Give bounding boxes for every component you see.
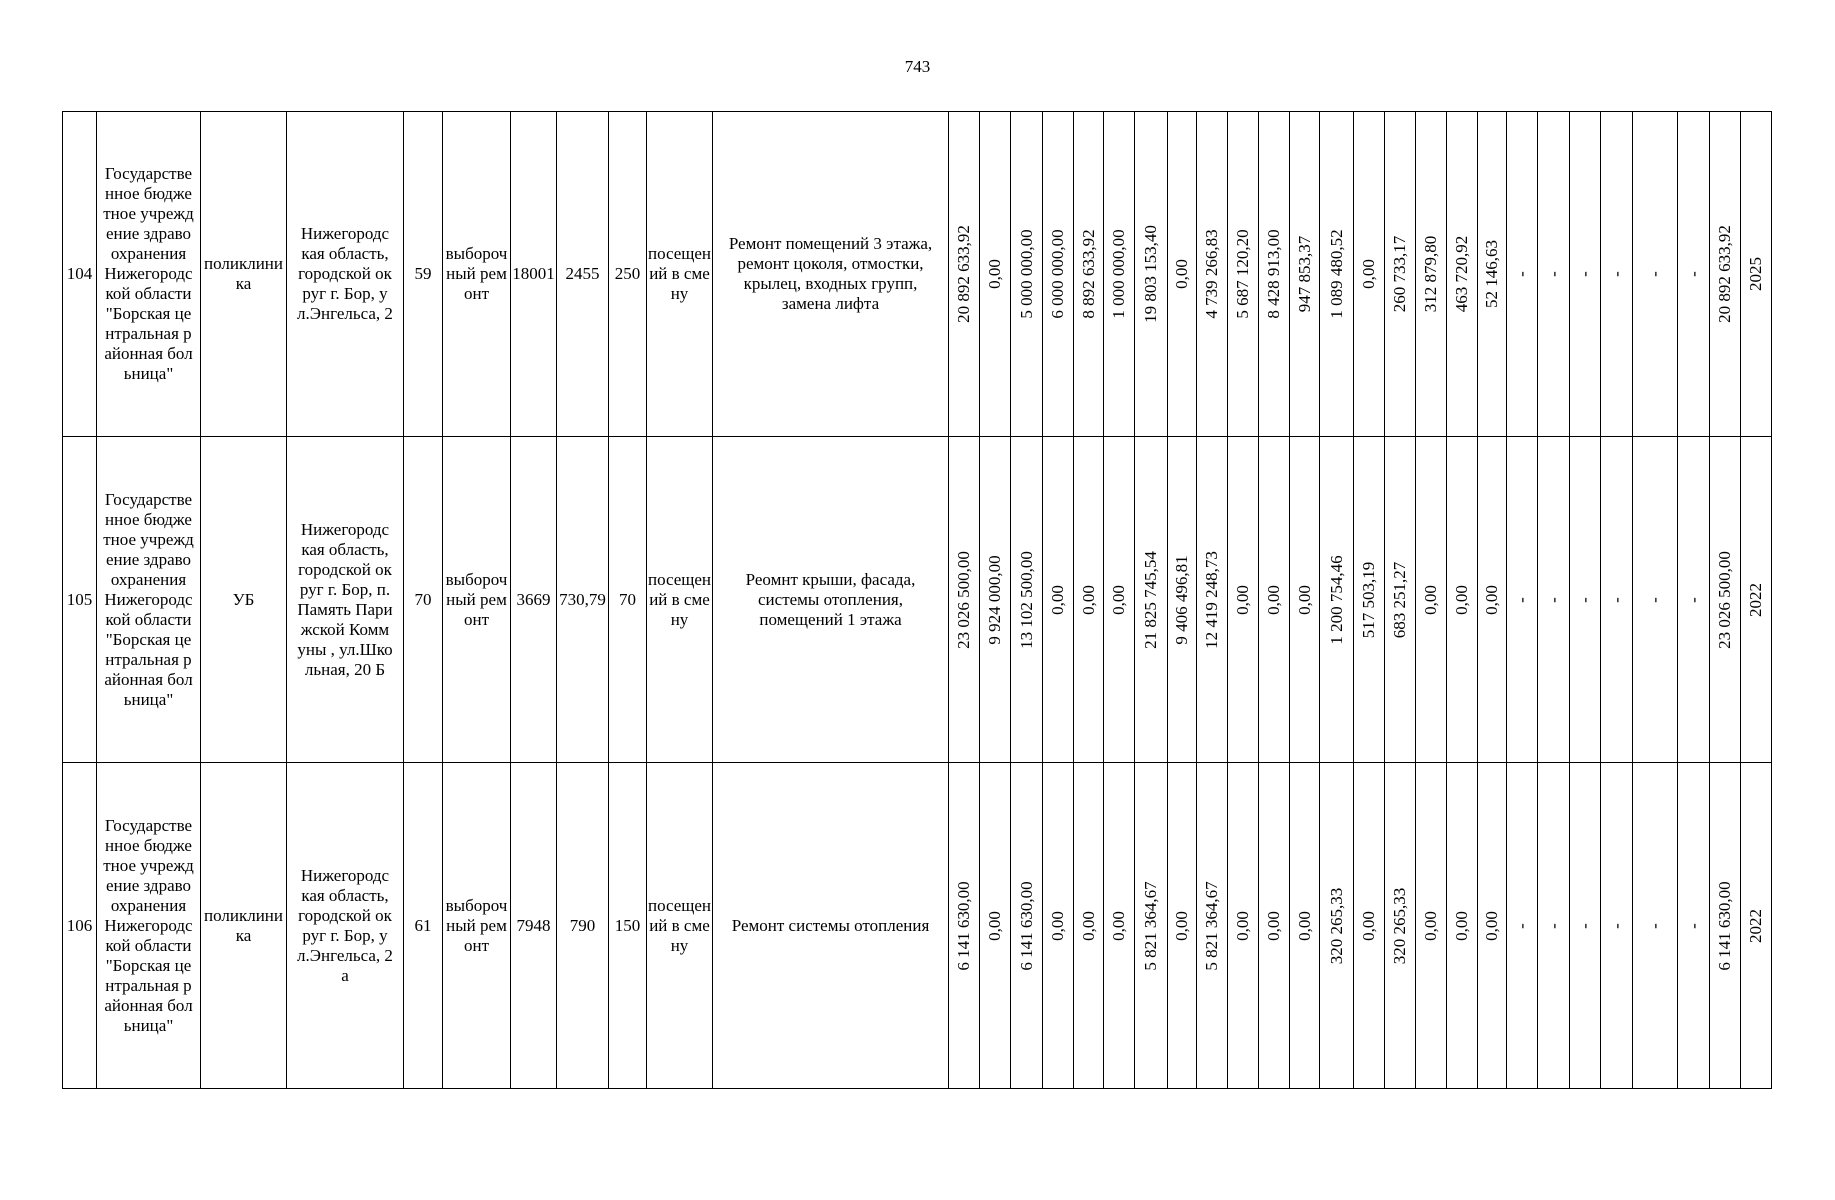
amount-cell bbox=[949, 763, 980, 1089]
amount-value: 0,00 bbox=[1359, 259, 1378, 289]
column-7-value: 730,79 bbox=[559, 589, 606, 609]
amount-cell bbox=[1168, 437, 1197, 763]
amount-value: 0,00 bbox=[1048, 910, 1067, 941]
amount-cell bbox=[1538, 437, 1570, 763]
amount-value: 6 141 630,00 bbox=[1016, 880, 1036, 971]
amount-value: 463 720,92 bbox=[1452, 235, 1471, 313]
amount-cell bbox=[1741, 112, 1772, 437]
amount-cell bbox=[1570, 112, 1601, 437]
facility-address-cell bbox=[287, 763, 404, 1089]
amount-cell bbox=[980, 763, 1011, 1089]
amount-cell bbox=[1416, 763, 1447, 1089]
amount-value: 0,00 bbox=[1109, 584, 1128, 615]
amount-value: - bbox=[1683, 922, 1703, 929]
amount-cell bbox=[1741, 763, 1772, 1089]
amount-cell bbox=[1011, 763, 1043, 1089]
completion-year: 2022 bbox=[1746, 908, 1765, 943]
amount-cell bbox=[1507, 763, 1538, 1089]
amount-value: 20 892 633,92 bbox=[1715, 225, 1734, 323]
amount-value: 947 853,37 bbox=[1294, 235, 1314, 313]
amount-cell bbox=[1228, 437, 1259, 763]
amount-cell bbox=[1385, 112, 1416, 437]
facility-type-cell bbox=[201, 112, 287, 437]
register-table bbox=[62, 111, 1772, 1089]
table-row bbox=[63, 437, 1772, 763]
work-type: выборочный ремонт bbox=[445, 569, 508, 629]
institution-name: Государственное бюджетное учреждение здравоохранения Нижегородской области "Борская центральная районная больница" bbox=[103, 489, 194, 709]
column-4-value-cell bbox=[404, 112, 443, 437]
amount-value: 52 146,63 bbox=[1482, 240, 1501, 308]
facility-address: Нижегородская область, городской округ г. Бор, ул.Энгельса, 2 а bbox=[297, 865, 393, 985]
column-6-value-cell bbox=[511, 112, 557, 437]
amount-cell bbox=[1197, 763, 1228, 1089]
completion-year: 2022 bbox=[1746, 582, 1765, 617]
amount-cell bbox=[1290, 437, 1320, 763]
amount-value: 5 821 364,67 bbox=[1202, 880, 1221, 971]
amount-value: 0,00 bbox=[1421, 584, 1440, 615]
amount-value: - bbox=[1645, 596, 1664, 603]
column-8-value: 70 bbox=[619, 589, 636, 609]
column-7-value-cell bbox=[557, 763, 609, 1089]
facility-type: УБ bbox=[232, 589, 255, 609]
amount-cell bbox=[1678, 763, 1710, 1089]
amount-value: 21 825 745,54 bbox=[1141, 550, 1160, 649]
facility-type-cell bbox=[201, 763, 287, 1089]
amount-value: 0,00 bbox=[1172, 910, 1191, 941]
amount-value: - bbox=[1645, 271, 1664, 277]
institution-name-cell bbox=[97, 437, 201, 763]
amount-cell bbox=[1290, 112, 1320, 437]
amount-cell bbox=[1478, 112, 1507, 437]
amount-value: 0,00 bbox=[1078, 584, 1098, 615]
amount-cell bbox=[1478, 763, 1507, 1089]
facility-address: Нижегородская область, городской округ г. Бор, п. Память Парижской Коммуны , ул.Школьная, 20 Б bbox=[297, 519, 393, 679]
work-type: выборочный ремонт bbox=[445, 244, 508, 303]
amount-value: - bbox=[1575, 271, 1594, 277]
amount-value: 8 428 913,00 bbox=[1264, 229, 1283, 319]
page-number: 743 bbox=[904, 57, 931, 76]
amount-value: 0,00 bbox=[1452, 584, 1471, 615]
row-number-cell bbox=[63, 112, 97, 437]
amount-cell bbox=[1074, 437, 1104, 763]
amount-value: 0,00 bbox=[1172, 259, 1191, 289]
amount-cell bbox=[1507, 112, 1538, 437]
amount-cell bbox=[1538, 112, 1570, 437]
amount-value: - bbox=[1575, 922, 1594, 929]
column-6-value: 3669 bbox=[516, 589, 551, 609]
amount-value: 19 803 153,40 bbox=[1141, 225, 1160, 323]
amount-value: 0,00 bbox=[1294, 910, 1314, 941]
amount-cell bbox=[1104, 763, 1135, 1089]
amount-cell bbox=[1385, 437, 1416, 763]
amount-cell bbox=[980, 437, 1011, 763]
amount-cell bbox=[1416, 112, 1447, 437]
amount-cell bbox=[1710, 112, 1741, 437]
amount-value: 6 000 000,00 bbox=[1048, 229, 1067, 319]
column-4-value: 70 bbox=[414, 589, 432, 609]
amount-value: 0,00 bbox=[985, 910, 1004, 941]
facility-type: поликлиника bbox=[204, 254, 283, 293]
amount-value: - bbox=[1645, 922, 1664, 929]
amount-cell bbox=[1741, 437, 1772, 763]
capacity-unit-cell bbox=[647, 112, 713, 437]
column-4-value-cell bbox=[404, 763, 443, 1089]
column-7-value: 2455 bbox=[565, 264, 600, 283]
amount-value: 683 251,27 bbox=[1390, 561, 1409, 638]
amount-value: 1 200 754,46 bbox=[1326, 554, 1346, 645]
amount-cell bbox=[1197, 112, 1228, 437]
work-type-cell bbox=[443, 437, 511, 763]
amount-value: 260 733,17 bbox=[1390, 235, 1409, 313]
amount-cell bbox=[1678, 112, 1710, 437]
amount-cell bbox=[1011, 112, 1043, 437]
row-number: 105 bbox=[66, 589, 93, 609]
column-7-value: 790 bbox=[569, 915, 596, 935]
institution-name-cell bbox=[97, 763, 201, 1089]
amount-value: 23 026 500,00 bbox=[954, 550, 973, 649]
amount-cell bbox=[1601, 437, 1633, 763]
column-7-value-cell bbox=[557, 437, 609, 763]
amount-cell bbox=[1320, 437, 1354, 763]
capacity-unit: посещений в смену bbox=[647, 569, 712, 629]
work-description: Ремонт помещений 3 этажа, ремонт цоколя, отмостки, крылец, входных групп, замена лифта bbox=[728, 234, 933, 313]
amount-cell bbox=[1447, 112, 1478, 437]
capacity-unit: посещений в смену bbox=[647, 895, 712, 955]
amount-value: 13 102 500,00 bbox=[1016, 550, 1036, 649]
amount-value: 8 892 633,92 bbox=[1078, 229, 1098, 319]
amount-cell bbox=[1135, 112, 1168, 437]
amount-cell bbox=[1104, 112, 1135, 437]
facility-address: Нижегородская область, городской округ г. Бор, ул.Энгельса, 2 bbox=[297, 224, 393, 323]
column-4-value-cell bbox=[404, 437, 443, 763]
column-8-value: 150 bbox=[614, 915, 641, 935]
amount-value: - bbox=[1575, 596, 1594, 603]
amount-cell bbox=[1570, 437, 1601, 763]
amount-value: - bbox=[1543, 596, 1563, 603]
amount-value: - bbox=[1512, 922, 1531, 929]
column-4-value: 61 bbox=[414, 915, 432, 935]
amount-cell bbox=[1228, 112, 1259, 437]
amount-value: 0,00 bbox=[1264, 910, 1283, 941]
amount-cell bbox=[1601, 763, 1633, 1089]
completion-year: 2025 bbox=[1746, 257, 1765, 291]
row-number-cell bbox=[63, 763, 97, 1089]
amount-cell bbox=[1043, 112, 1074, 437]
amount-value: - bbox=[1543, 922, 1563, 929]
facility-type-cell bbox=[201, 437, 287, 763]
amount-value: 0,00 bbox=[1233, 584, 1252, 615]
amount-cell bbox=[1416, 437, 1447, 763]
amount-value: 320 265,33 bbox=[1326, 887, 1346, 964]
amount-value: - bbox=[1606, 922, 1626, 929]
work-type: выборочный ремонт bbox=[445, 895, 508, 955]
amount-cell bbox=[1228, 763, 1259, 1089]
amount-value: 0,00 bbox=[1264, 584, 1283, 615]
amount-value: 320 265,33 bbox=[1390, 887, 1409, 964]
capacity-unit: посещений в смену bbox=[647, 244, 712, 303]
amount-value: - bbox=[1606, 596, 1626, 603]
work-description-cell bbox=[713, 112, 949, 437]
amount-cell bbox=[1710, 763, 1741, 1089]
amount-value: 0,00 bbox=[1233, 910, 1252, 941]
amount-value: 0,00 bbox=[1482, 910, 1501, 941]
amount-value: 0,00 bbox=[1048, 584, 1067, 615]
amount-value: - bbox=[1512, 271, 1531, 277]
amount-cell bbox=[1570, 763, 1601, 1089]
column-8-value-cell bbox=[609, 437, 647, 763]
amount-cell bbox=[1478, 437, 1507, 763]
amount-cell bbox=[1259, 112, 1290, 437]
amount-value: 0,00 bbox=[1452, 910, 1471, 941]
column-6-value: 7948 bbox=[516, 915, 551, 935]
amount-value: 0,00 bbox=[1109, 910, 1128, 941]
amount-value: 5 000 000,00 bbox=[1016, 229, 1036, 319]
amount-value: 6 141 630,00 bbox=[954, 880, 973, 971]
row-number: 104 bbox=[66, 264, 93, 283]
amount-value: 0,00 bbox=[1421, 910, 1440, 941]
amount-value: 9 924 000,00 bbox=[985, 554, 1004, 645]
column-8-value: 250 bbox=[614, 264, 641, 283]
column-6-value-cell bbox=[511, 763, 557, 1089]
amount-cell bbox=[1104, 437, 1135, 763]
work-description: Реомнт крыши, фасада, системы отопления, помещений 1 этажа bbox=[745, 569, 916, 629]
amount-value: - bbox=[1683, 596, 1703, 603]
work-description: Ремонт системы отопления bbox=[731, 915, 930, 935]
amount-value: 1 089 480,52 bbox=[1326, 229, 1346, 319]
amount-value: 517 503,19 bbox=[1359, 561, 1378, 638]
column-7-value-cell bbox=[557, 112, 609, 437]
amount-value: 0,00 bbox=[1078, 910, 1098, 941]
amount-value: 0,00 bbox=[1359, 910, 1378, 941]
row-number-cell bbox=[63, 437, 97, 763]
amount-value: 23 026 500,00 bbox=[1715, 550, 1734, 649]
amount-value: 1 000 000,00 bbox=[1109, 229, 1128, 319]
amount-cell bbox=[1168, 763, 1197, 1089]
amount-cell bbox=[1354, 763, 1385, 1089]
column-8-value-cell bbox=[609, 112, 647, 437]
capacity-unit-cell bbox=[647, 763, 713, 1089]
amount-value: - bbox=[1512, 596, 1531, 603]
amount-cell bbox=[1135, 763, 1168, 1089]
amount-cell bbox=[1633, 763, 1678, 1089]
amount-cell bbox=[949, 437, 980, 763]
amount-value: 9 406 496,81 bbox=[1172, 554, 1191, 645]
institution-name-cell bbox=[97, 112, 201, 437]
amount-value: - bbox=[1683, 271, 1703, 277]
amount-cell bbox=[980, 112, 1011, 437]
amount-cell bbox=[1538, 763, 1570, 1089]
column-8-value-cell bbox=[609, 763, 647, 1089]
amount-value: - bbox=[1606, 271, 1626, 277]
amount-value: 5 687 120,20 bbox=[1233, 229, 1252, 319]
institution-name: Государственное бюджетное учреждение здравоохранения Нижегородской области "Борская центральная районная больница" bbox=[103, 164, 194, 383]
amount-value: - bbox=[1543, 271, 1563, 277]
amount-cell bbox=[1354, 437, 1385, 763]
amount-cell bbox=[1135, 437, 1168, 763]
amount-value: 12 419 248,73 bbox=[1202, 550, 1221, 649]
column-6-value: 18001 bbox=[512, 264, 555, 283]
amount-cell bbox=[1447, 437, 1478, 763]
institution-name: Государственное бюджетное учреждение здравоохранения Нижегородской области "Борская центральная районная больница" bbox=[103, 815, 194, 1035]
amount-value: 0,00 bbox=[1294, 584, 1314, 615]
work-description-cell bbox=[713, 437, 949, 763]
amount-cell bbox=[1633, 112, 1678, 437]
amount-cell bbox=[1601, 112, 1633, 437]
capacity-unit-cell bbox=[647, 437, 713, 763]
amount-cell bbox=[1354, 112, 1385, 437]
amount-cell bbox=[1710, 437, 1741, 763]
facility-address-cell bbox=[287, 437, 404, 763]
amount-cell bbox=[1320, 763, 1354, 1089]
amount-cell bbox=[1385, 763, 1416, 1089]
work-type-cell bbox=[443, 112, 511, 437]
amount-cell bbox=[1074, 112, 1104, 437]
work-type-cell bbox=[443, 763, 511, 1089]
amount-value: 4 739 266,83 bbox=[1202, 229, 1221, 319]
amount-cell bbox=[1043, 763, 1074, 1089]
work-description-cell bbox=[713, 763, 949, 1089]
amount-cell bbox=[1259, 763, 1290, 1089]
amount-cell bbox=[1168, 112, 1197, 437]
row-number: 106 bbox=[66, 915, 93, 935]
amount-cell bbox=[1290, 763, 1320, 1089]
amount-cell bbox=[1259, 437, 1290, 763]
amount-value: 0,00 bbox=[1482, 584, 1501, 615]
amount-cell bbox=[1043, 437, 1074, 763]
amount-cell bbox=[1011, 437, 1043, 763]
facility-type: поликлиника bbox=[204, 905, 283, 945]
amount-cell bbox=[1320, 112, 1354, 437]
amount-value: 0,00 bbox=[985, 259, 1004, 289]
amount-cell bbox=[1507, 437, 1538, 763]
amount-value: 312 879,80 bbox=[1421, 235, 1440, 313]
amount-cell bbox=[1074, 763, 1104, 1089]
amount-cell bbox=[1447, 763, 1478, 1089]
column-4-value: 59 bbox=[414, 264, 432, 283]
amount-value: 5 821 364,67 bbox=[1141, 880, 1160, 971]
amount-value: 6 141 630,00 bbox=[1715, 880, 1734, 971]
amount-value: 20 892 633,92 bbox=[954, 225, 973, 323]
amount-cell bbox=[1197, 437, 1228, 763]
facility-address-cell bbox=[287, 112, 404, 437]
amount-cell bbox=[1633, 437, 1678, 763]
amount-cell bbox=[949, 112, 980, 437]
column-6-value-cell bbox=[511, 437, 557, 763]
amount-cell bbox=[1678, 437, 1710, 763]
table-row bbox=[63, 112, 1772, 437]
table-row bbox=[63, 763, 1772, 1089]
